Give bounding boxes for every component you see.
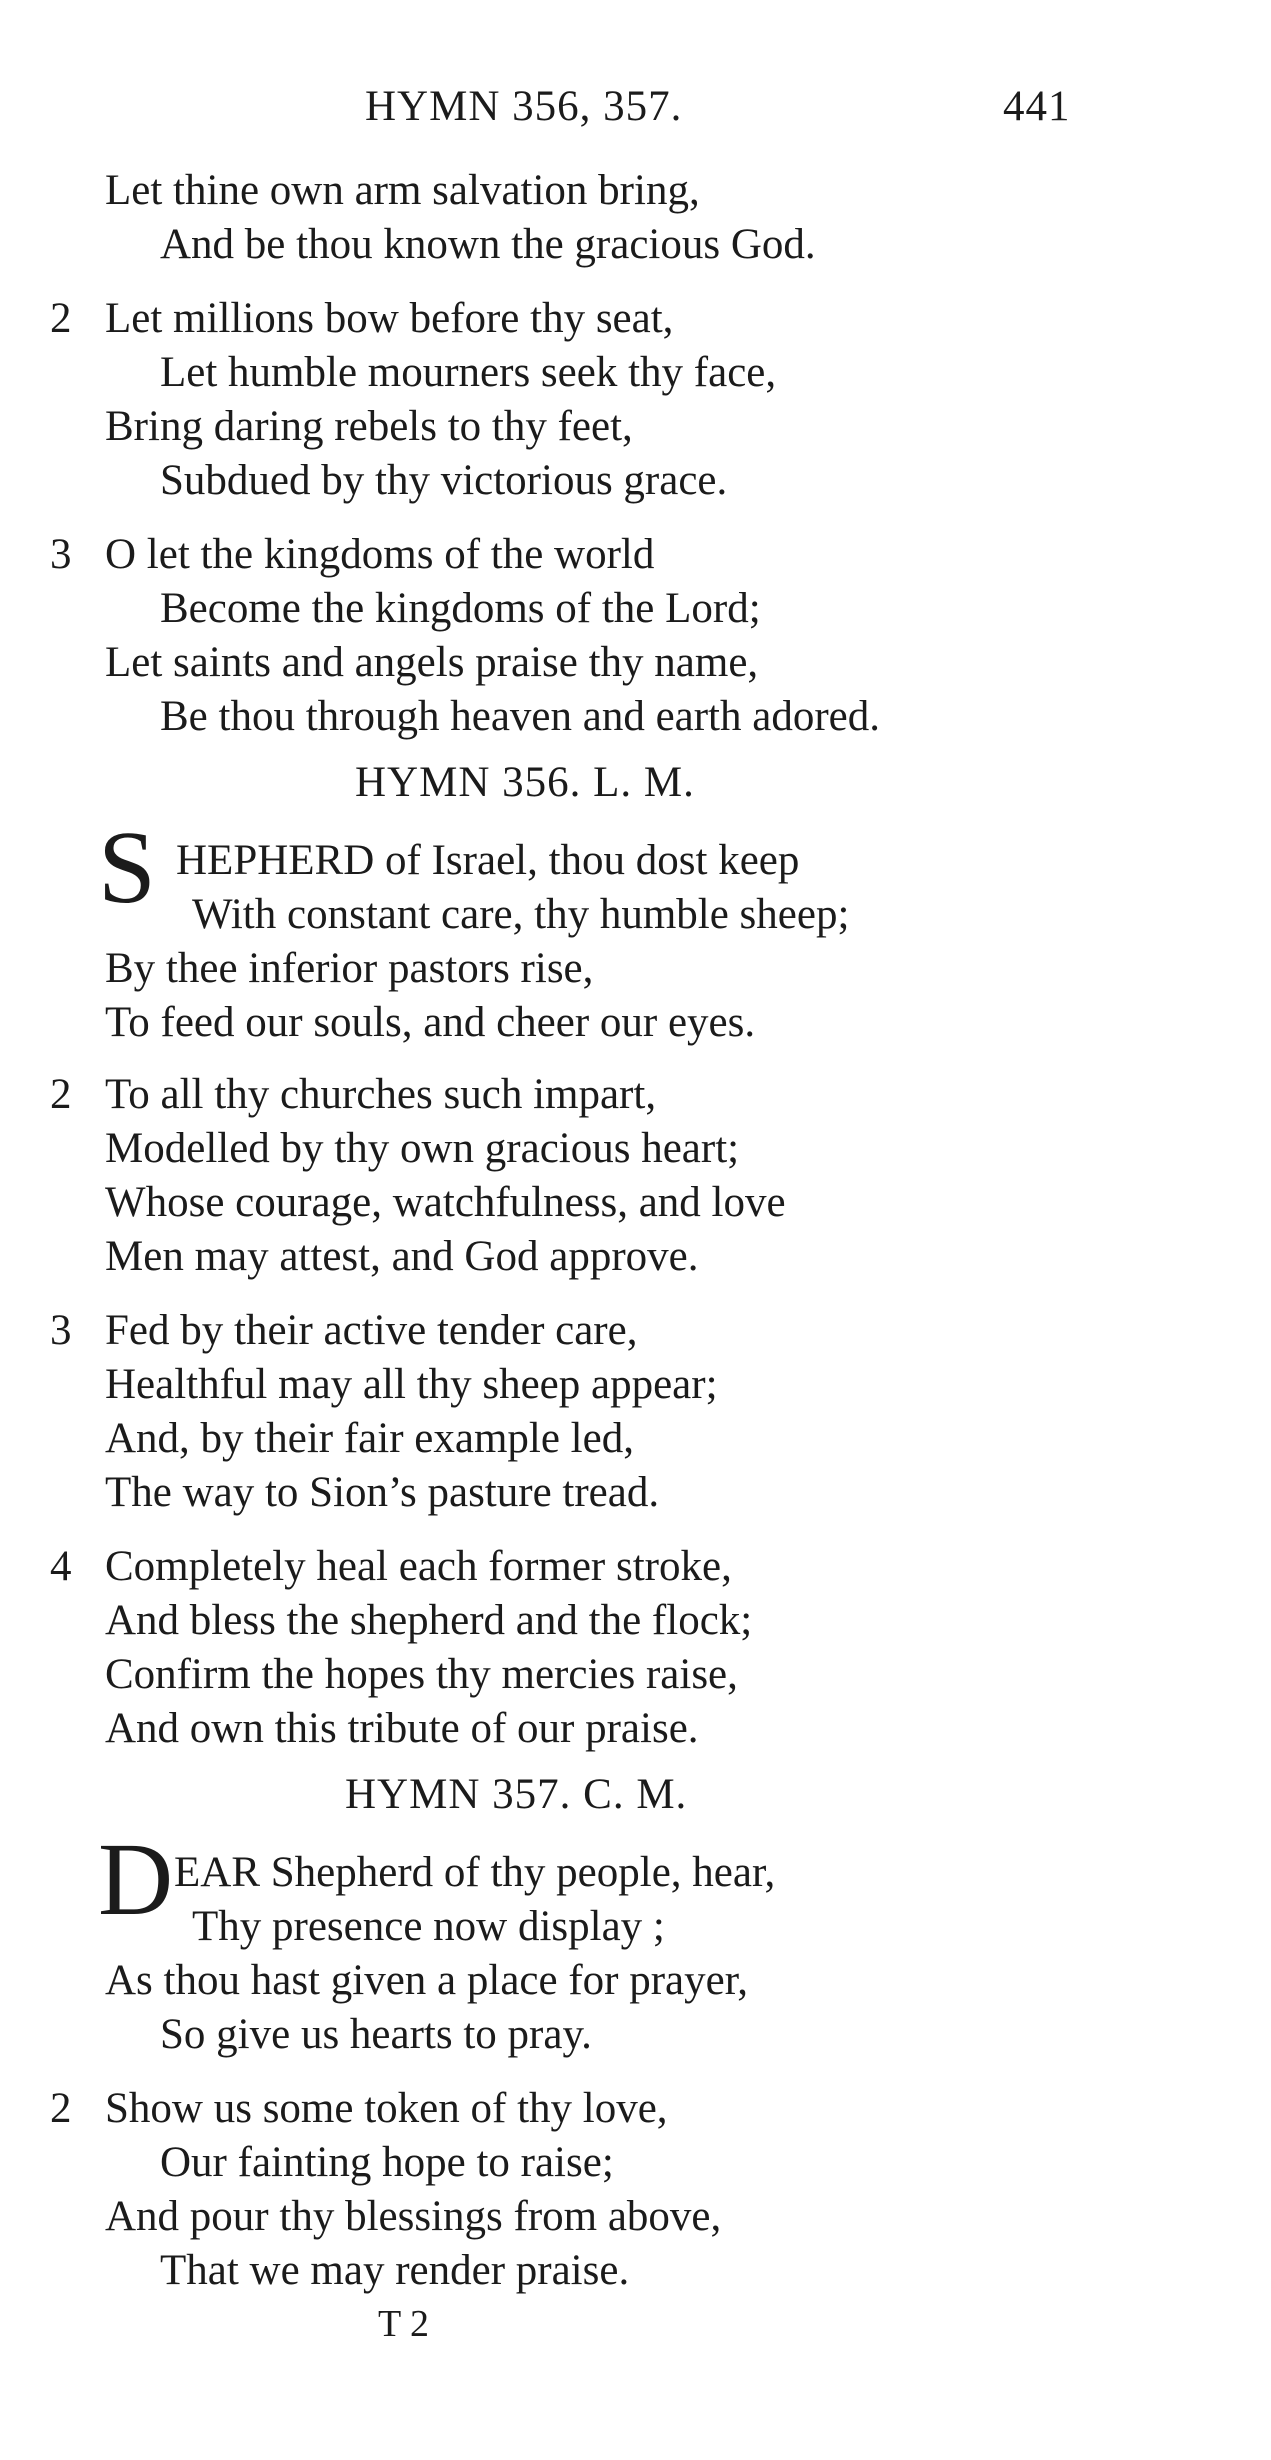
stanza-line: Become the kingdoms of the Lord; [160, 585, 761, 632]
intro-line-2: And be thou known the gracious God. [160, 221, 816, 268]
stanza-line: By thee inferior pastors rise, [105, 945, 594, 992]
stanza-line: Confirm the hopes thy mercies raise, [105, 1651, 738, 1698]
stanza-number: 3 [50, 531, 72, 578]
stanza-line: Bring daring rebels to thy feet, [105, 403, 633, 450]
stanza-number: 4 [50, 1543, 72, 1590]
stanza-line: Be thou through heaven and earth adored. [160, 693, 880, 740]
stanza-line: That we may render praise. [160, 2247, 630, 2294]
running-header-title: HYMN 356, 357. [365, 83, 683, 130]
stanza-line: Thy presence now display ; [192, 1903, 665, 1950]
stanza-line: Subdued by thy victorious grace. [160, 457, 728, 504]
hymn-356-title: HYMN 356. L. M. [355, 759, 695, 806]
stanza-line: With constant care, thy humble sheep; [192, 891, 850, 938]
stanza-line: Whose courage, watchfulness, and love [105, 1179, 786, 1226]
stanza-line: To feed our souls, and cheer our eyes. [105, 999, 756, 1046]
signature-mark: T 2 [378, 2303, 430, 2345]
stanza-line: And, by their fair example led, [105, 1415, 634, 1462]
stanza-line: O let the kingdoms of the world [105, 531, 655, 578]
hymn-357-title: HYMN 357. C. M. [345, 1771, 688, 1818]
hymn-357-first-line: EAR Shepherd of thy people, hear, [174, 1849, 776, 1896]
stanza-number: 2 [50, 295, 72, 342]
stanza-number: 2 [50, 2085, 72, 2132]
stanza-line: And own this tribute of our praise. [105, 1705, 699, 1752]
hymn-356-dropcap: S [98, 810, 156, 925]
stanza-line: The way to Sion’s pasture tread. [105, 1469, 660, 1516]
intro-line-1: Let thine own arm salvation bring, [105, 167, 700, 214]
hymn-356-first-line: HEPHERD of Israel, thou dost keep [176, 837, 800, 884]
stanza-line: Modelled by thy own gracious heart; [105, 1125, 740, 1172]
stanza-line: And pour thy blessings from above, [105, 2193, 722, 2240]
stanza-line: Fed by their active tender care, [105, 1307, 638, 1354]
stanza-number: 2 [50, 1071, 72, 1118]
stanza-number: 3 [50, 1307, 72, 1354]
stanza-line: Men may attest, and God approve. [105, 1233, 699, 1280]
stanza-line: So give us hearts to pray. [160, 2011, 592, 2058]
stanza-line: Show us some token of thy love, [105, 2085, 668, 2132]
stanza-line: Let millions bow before thy seat, [105, 295, 674, 342]
stanza-line: To all thy churches such impart, [105, 1071, 657, 1118]
stanza-line: Completely heal each former stroke, [105, 1543, 732, 1590]
stanza-line: Let saints and angels praise thy name, [105, 639, 759, 686]
stanza-line: As thou hast given a place for prayer, [105, 1957, 749, 2004]
page-number: 441 [1003, 83, 1071, 130]
stanza-line: And bless the shepherd and the flock; [105, 1597, 753, 1644]
hymn-357-dropcap: D [98, 1822, 174, 1937]
stanza-line: Let humble mourners seek thy face, [160, 349, 777, 396]
stanza-line: Healthful may all thy sheep appear; [105, 1361, 718, 1408]
stanza-line: Our fainting hope to raise; [160, 2139, 614, 2186]
